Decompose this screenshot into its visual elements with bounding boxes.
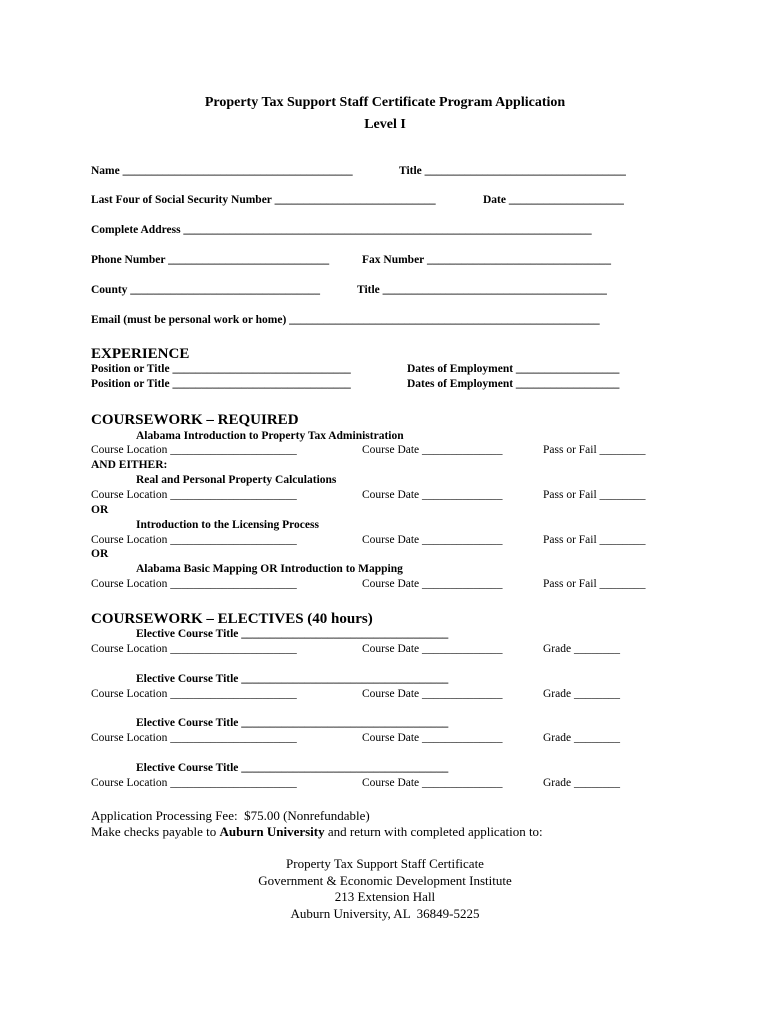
course-location-field[interactable]: Course Location ______________________ <box>91 534 297 546</box>
required-course-title: Introduction to the Licensing Process <box>136 519 319 531</box>
or-label: OR <box>91 548 109 560</box>
name-field[interactable]: Name ________________________________________ <box>91 165 353 177</box>
mailing-address-line-2: Government & Economic Development Institute <box>258 873 512 888</box>
course-date-field[interactable]: Course Date ______________ <box>362 534 503 546</box>
position-field-1[interactable]: Position or Title _______________________________ <box>91 363 351 375</box>
phone-field[interactable]: Phone Number ____________________________ <box>91 254 330 266</box>
course-date-field[interactable]: Course Date ______________ <box>362 578 503 590</box>
course-location-field[interactable]: Course Location ______________________ <box>91 578 297 590</box>
course-location-field[interactable]: Course Location ______________________ <box>91 643 297 655</box>
payee-name: Auburn University <box>219 824 325 839</box>
mailing-address-line-1: Property Tax Support Staff Certificate <box>286 856 484 871</box>
county-field[interactable]: County _________________________________ <box>91 284 321 296</box>
course-date-field[interactable]: Course Date ______________ <box>362 643 503 655</box>
address-field[interactable]: Complete Address _______________________________________________________________________ <box>91 224 592 236</box>
grade-field[interactable]: Grade ________ <box>543 732 620 744</box>
employment-dates-field-2[interactable]: Dates of Employment __________________ <box>407 378 620 390</box>
elective-title-field[interactable]: Elective Course Title ____________________________________ <box>136 673 449 685</box>
course-date-field[interactable]: Course Date ______________ <box>362 688 503 700</box>
fax-field[interactable]: Fax Number ________________________________ <box>362 254 611 266</box>
page-subtitle: Level I <box>364 117 406 132</box>
payment-suffix: and return with completed application to: <box>324 824 543 839</box>
course-location-field[interactable]: Course Location ______________________ <box>91 444 297 456</box>
elective-title-field[interactable]: Elective Course Title ____________________________________ <box>136 628 449 640</box>
mailing-address-line-4: Auburn University, AL 36849-5225 <box>290 906 480 921</box>
required-heading: COURSEWORK – REQUIRED <box>91 412 299 428</box>
title-field[interactable]: Title ___________________________________ <box>399 165 626 177</box>
grade-field[interactable]: Grade ________ <box>543 643 620 655</box>
or-label: OR <box>91 504 109 516</box>
required-course-title: Real and Personal Property Calculations <box>136 474 337 486</box>
grade-field[interactable]: Grade ________ <box>543 777 620 789</box>
course-location-field[interactable]: Course Location ______________________ <box>91 688 297 700</box>
pass-fail-field[interactable]: Pass or Fail ________ <box>543 444 646 456</box>
grade-field[interactable]: Grade ________ <box>543 688 620 700</box>
course-location-field[interactable]: Course Location ______________________ <box>91 732 297 744</box>
processing-fee: Application Processing Fee: $75.00 (Nonrefundable) <box>91 808 370 823</box>
experience-heading: EXPERIENCE <box>91 346 190 362</box>
payment-prefix: Make checks payable to <box>91 824 220 839</box>
course-date-field[interactable]: Course Date ______________ <box>362 489 503 501</box>
pass-fail-field[interactable]: Pass or Fail ________ <box>543 578 646 590</box>
email-field[interactable]: Email (must be personal work or home) ______________________________________________________ <box>91 314 600 326</box>
employment-dates-field-1[interactable]: Dates of Employment __________________ <box>407 363 620 375</box>
course-location-field[interactable]: Course Location ______________________ <box>91 777 297 789</box>
required-course-title: Alabama Introduction to Property Tax Administration <box>136 430 404 442</box>
and-either-label: AND EITHER: <box>91 459 168 471</box>
date-field[interactable]: Date ____________________ <box>483 194 624 206</box>
elective-title-field[interactable]: Elective Course Title ____________________________________ <box>136 762 449 774</box>
electives-heading: COURSEWORK – ELECTIVES (40 hours) <box>91 611 373 627</box>
course-date-field[interactable]: Course Date ______________ <box>362 777 503 789</box>
ssn-field[interactable]: Last Four of Social Security Number ____________________________ <box>91 194 436 206</box>
mailing-address-line-3: 213 Extension Hall <box>334 889 436 904</box>
county-title-field[interactable]: Title _______________________________________ <box>357 284 607 296</box>
required-course-title: Alabama Basic Mapping OR Introduction to Mapping <box>136 563 403 575</box>
page-title: Property Tax Support Staff Certificate Program Application <box>204 95 566 110</box>
pass-fail-field[interactable]: Pass or Fail ________ <box>543 489 646 501</box>
elective-title-field[interactable]: Elective Course Title ____________________________________ <box>136 717 449 729</box>
payment-instructions <box>91 825 543 838</box>
course-location-field[interactable]: Course Location ______________________ <box>91 489 297 501</box>
course-date-field[interactable]: Course Date ______________ <box>362 444 503 456</box>
course-date-field[interactable]: Course Date ______________ <box>362 732 503 744</box>
position-field-2[interactable]: Position or Title _______________________________ <box>91 378 351 390</box>
pass-fail-field[interactable]: Pass or Fail ________ <box>543 534 646 546</box>
